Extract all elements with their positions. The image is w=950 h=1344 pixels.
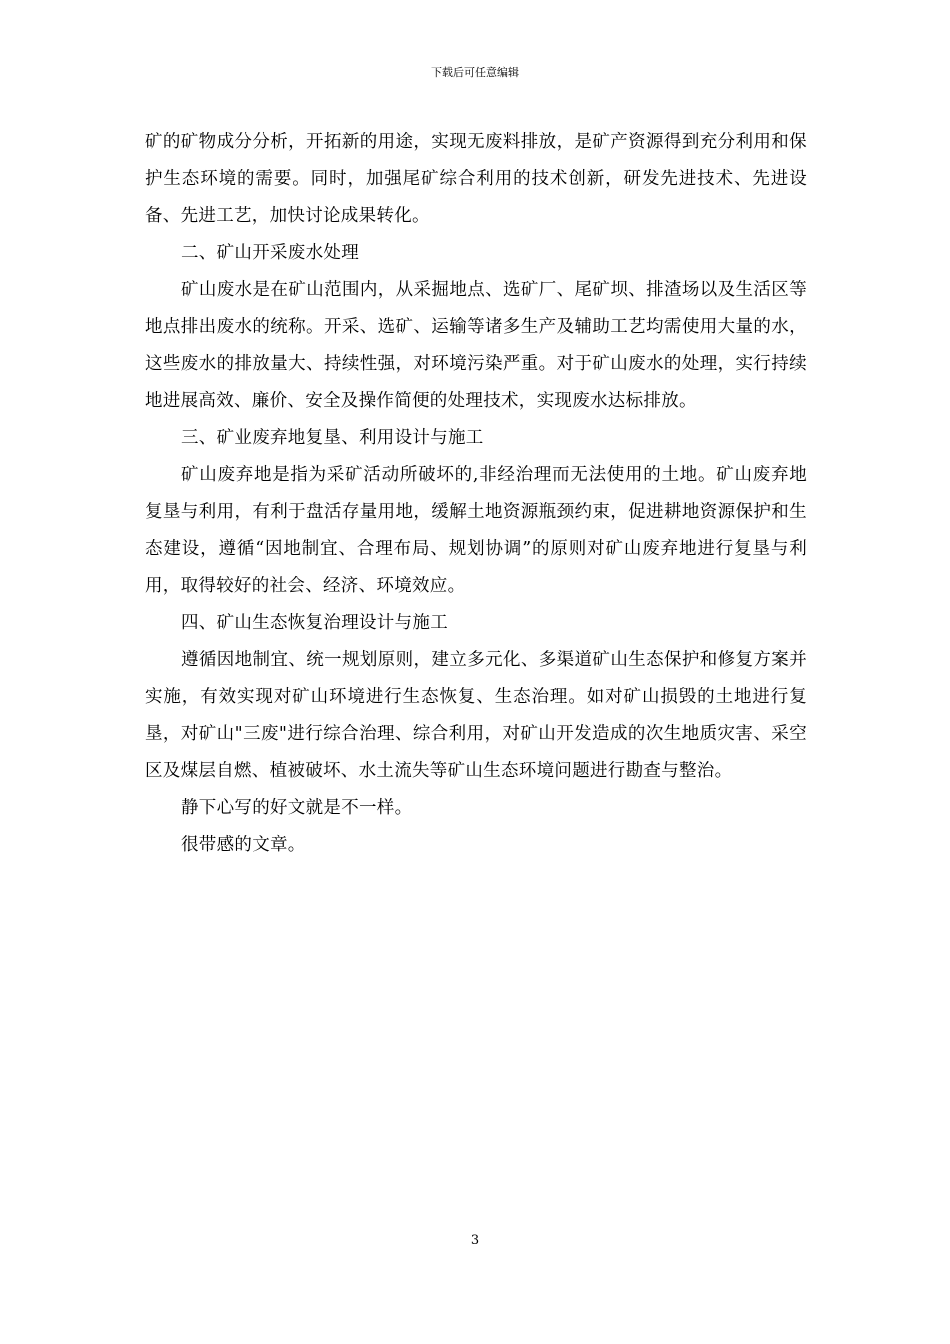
paragraph-wastewater: 矿山废水是在矿山范围内，从采掘地点、选矿厂、尾矿坝、排渣场以及生活区等地点排出废水的统称。开采、选矿、运输等诸多生产及辅助工艺均需使用大量的水，这些废水的排放量大、持续性强，对环境污染严重。对于矿山废水的处理，实行持续地进展高效、廉价、安全及操作简便的处理技术，实现废水达标排放。 — [145, 280, 807, 411]
paragraph-continuation: 矿的矿物成分分析，开拓新的用途，实现无废料排放，是矿产资源得到充分利用和保护生态环境的需要。同时，加强尾矿综合利用的技术创新，研发先进技术、先进设备、先进工艺，加快讨论成果转化。 — [145, 132, 807, 226]
section-heading-4: 四、矿山生态恢复治理设计与施工 — [181, 613, 448, 633]
paragraph-comment-2: 很带感的文章。 — [181, 835, 306, 855]
paragraph-comment-1: 静下心写的好文就是不一样。 — [181, 798, 413, 818]
paragraph-ecological-restoration: 遵循因地制宜、统一规划原则，建立多元化、多渠道矿山生态保护和修复方案并实施，有效实现对矿山环境进行生态恢复、生态治理。如对矿山损毁的土地进行复垦，对矿山"三废"进行综合治理、综合利用，对矿山开发造成的次生地质灾害、采空区及煤层自燃、植被破坏、水土流失等矿山生态环境问题进行勘查与整治。 — [145, 650, 807, 781]
section-heading-2: 二、矿山开采废水处理 — [181, 243, 359, 263]
page-header: 下载后可任意编辑 — [431, 66, 519, 79]
paragraph-reclamation: 矿山废弃地是指为采矿活动所破坏的,非经治理而无法使用的土地。矿山废弃地复垦与利用，有利于盘活存量用地，缓解土地资源瓶颈约束，促进耕地资源保护和生态建设，遵循“因地制宜、合理布局、规划协调”的原则对矿山废弃地进行复垦与利用，取得较好的社会、经济、环境效应。 — [145, 465, 807, 596]
section-heading-3: 三、矿业废弃地复垦、利用设计与施工 — [181, 428, 484, 448]
page-number: 3 — [470, 1233, 480, 1248]
document-body — [145, 124, 807, 864]
